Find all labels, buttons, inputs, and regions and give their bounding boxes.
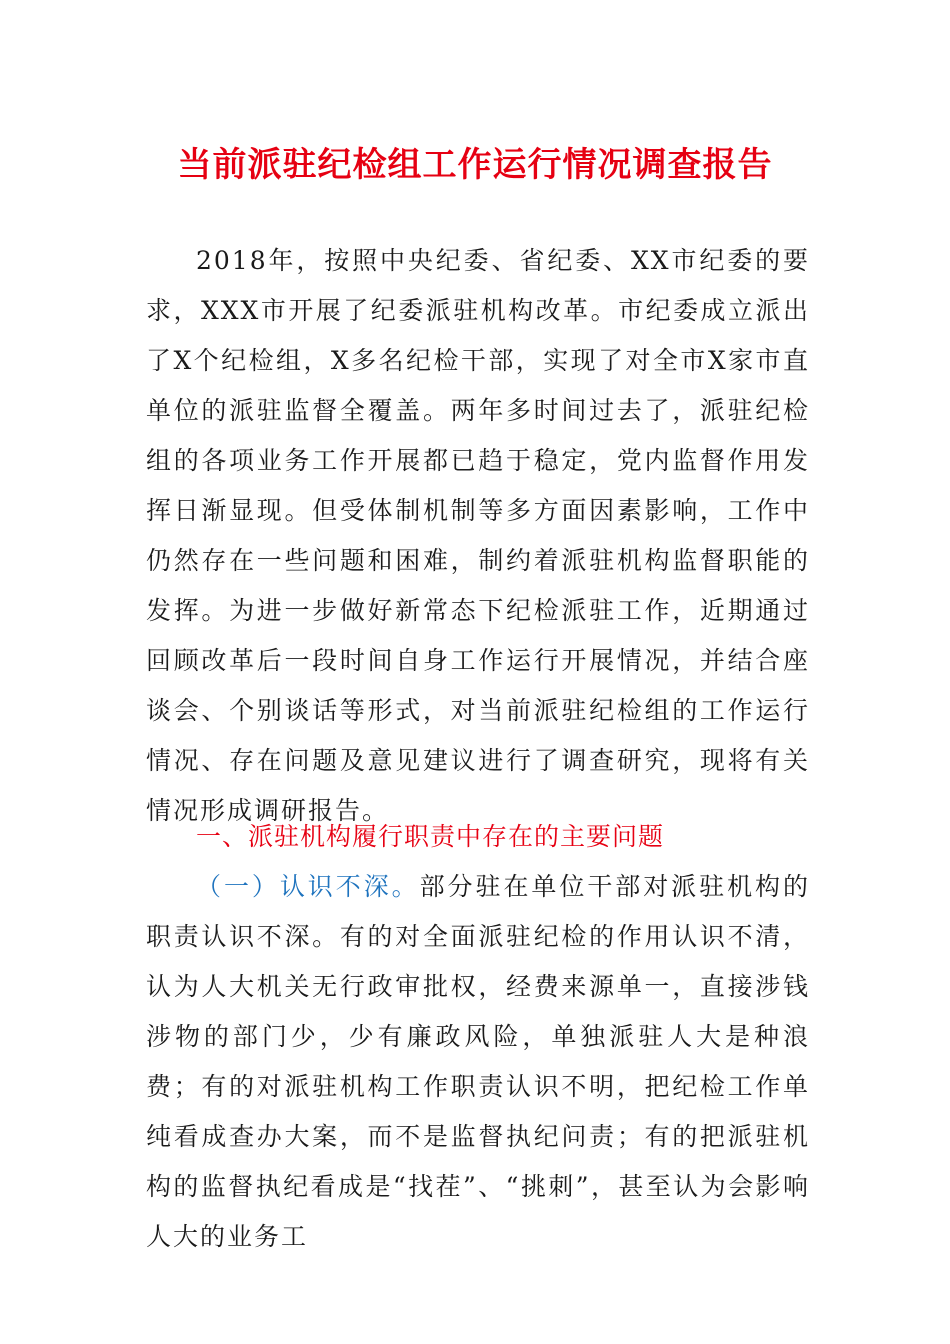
subsection-text-1: 部分驻在单位干部对派驻机构的职责认识不深。有的对全面派驻纪检的作用认识不清，认为人大机关无行政审批权，经费来源单一，直接涉钱涉物的部门少，少有廉政风险，单独派驻人大是种浪费；有的对派驻机构工作职责认识不明，把纪检工作单纯看成查办大案，而不是监督执纪问责；有的把派驻机构的监督执纪看成是“找茬”、“挑刺”，甚至认为会影响人大的业务工 xyxy=(146,872,810,1251)
section-heading-1: 一、派驻机构履行职责中存在的主要问题 xyxy=(196,822,665,851)
document-title: 当前派驻纪检组工作运行情况调查报告 xyxy=(177,145,773,185)
section-paragraph-1 xyxy=(146,862,810,1262)
intro-paragraph: 2018年，按照中央纪委、省纪委、XX市纪委的要求，XXX市开展了纪委派驻机构改革。市纪委成立派出了X个纪检组，X多名纪检干部，实现了对全市X家市直单位的派驻监督全覆盖。两年多时间过去了，派驻纪检组的各项业务工作开展都已趋于稳定，党内监督作用发挥日渐显现。但受体制机制等多方面因素影响，工作中仍然存在一些问题和困难，制约着派驻机构监督职能的发挥。为进一步做好新常态下纪检派驻工作，近期通过回顾改革后一段时间自身工作运行开展情况，并结合座谈会、个别谈话等形式，对当前派驻纪检组的工作运行情况、存在问题及意见建议进行了调查研究，现将有关情况形成调研报告。 xyxy=(146,246,810,825)
subsection-heading-1: （一）认识不深。 xyxy=(196,872,420,901)
